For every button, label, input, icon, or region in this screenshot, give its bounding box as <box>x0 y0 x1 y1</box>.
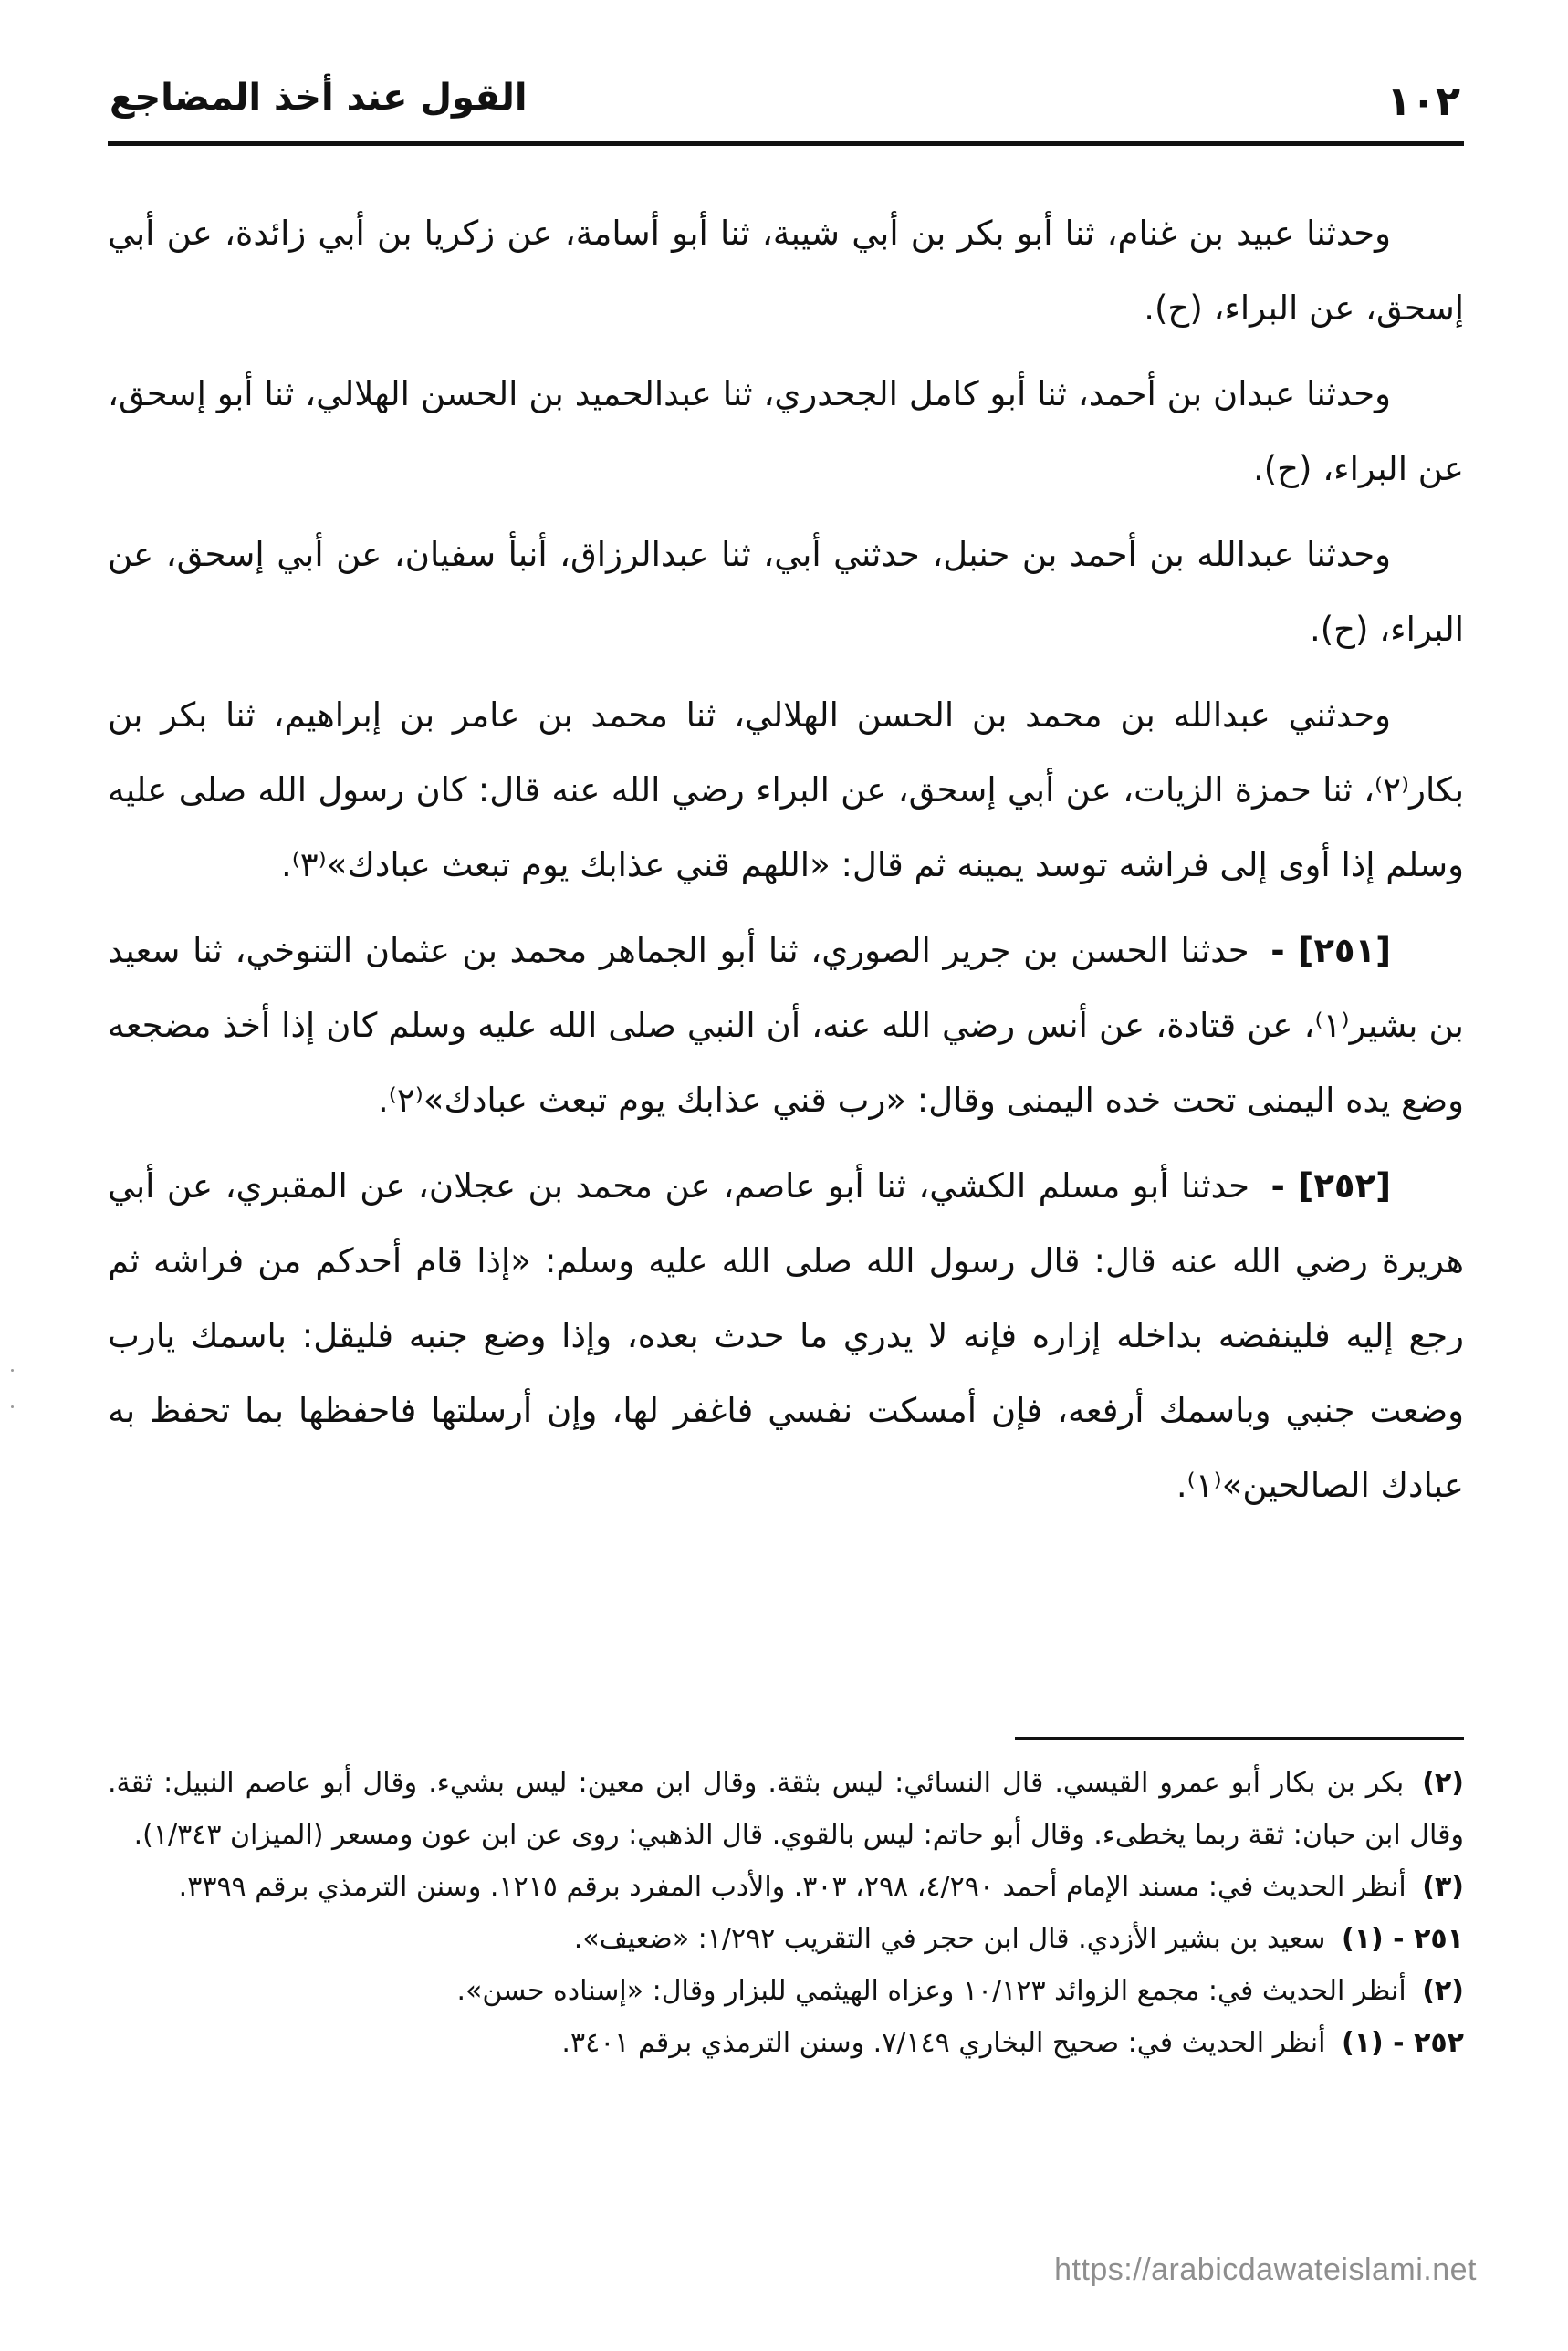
paragraph <box>108 196 1464 346</box>
footnote <box>108 1861 1464 1913</box>
paragraph <box>108 357 1464 507</box>
paragraph-text: وحدثني عبدالله بن محمد بن الحسن الهلالي، ثنا محمد بن عامر بن إبراهيم، ثنا بكر بن بكار⁽٢⁾، ثنا حمزة الزيات، عن أبي إسحق، عن البراء رضي الله عنه قال: كان رسول الله صلى عليه وسلم إذا أوى إلى فراشه توسد يمينه ثم قال: «اللهم قني عذابك يوم تبعث عبادك»⁽٣⁾. <box>108 695 1464 884</box>
hadith-251 <box>108 914 1464 1138</box>
footnote-text: أنظر الحديث في: صحيح البخاري ٧/١٤٩. وسنن الترمذي برقم ٣٤٠١. <box>561 2027 1326 2059</box>
footnote-marker: ٢٥٢ - (١) <box>1341 2027 1464 2059</box>
paragraph-text: وحدثنا عبدان بن أحمد، ثنا أبو كامل الجحدري، ثنا عبدالحميد بن الحسن الهلالي، ثنا أبو إسحق، عن البراء، (ح). <box>108 374 1464 488</box>
footnote <box>108 1757 1464 1861</box>
paragraph-text: حدثنا أبو مسلم الكشي، ثنا أبو عاصم، عن محمد بن عجلان، عن المقبري، عن أبي هريرة رضي الله عنه قال: قال رسول الله صلى الله عليه وسلم: «إذا قام أحدكم من فراشه ثم رجع إليه فلينفضه بداخله إزاره فإنه لا يدري ما حدث بعده، وإذا وضع جنبه فليقل: باسمك يارب وضعت جنبي وباسمك أرفعه، فإن أمسكت نفسي فاغفر لها، وإن أرسلتها فاحفظها بما تحفظ به عبادك الصالحين»⁽١⁾. <box>108 1166 1464 1505</box>
scan-speck <box>11 1405 14 1408</box>
paragraph <box>108 517 1464 667</box>
scan-speck <box>11 1369 14 1372</box>
footnote-text: بكر بن بكار أبو عمرو القيسي. قال النسائي: ليس بثقة. وقال ابن معين: ليس بشيء. وقال أبو عاصم النبيل: ثقة. وقال ابن حبان: ثقة ربما يخطىء. وقال أبو حاتم: ليس بالقوي. قال الذهبي: روى عن ابن عون ومسعر (الميزان ١/٣٤٣). <box>108 1767 1464 1851</box>
hadith-number: [٢٥١] - <box>1270 931 1391 970</box>
paragraph-text: حدثنا الحسن بن جرير الصوري، ثنا أبو الجماهر محمد بن عثمان التنوخي، ثنا سعيد بن بشير⁽١⁾، عن قتادة، عن أنس رضي الله عنه، أن النبي صلى الله عليه وسلم كان إذا أخذ مضجعه وضع يده اليمنى تحت خده اليمنى وقال: «رب قني عذابك يوم تبعث عبادك»⁽٢⁾. <box>108 931 1464 1120</box>
footnote-text: أنظر الحديث في: مسند الإمام أحمد ٤/٢٩٠، ٢٩٨، ٣٠٣. والأدب المفرد برقم ١٢١٥. وسنن الترمذي برقم ٣٣٩٩. <box>178 1871 1406 1903</box>
hadith-number: [٢٥٢] - <box>1270 1166 1391 1206</box>
running-title: القول عند أخذ المضاجع <box>110 77 528 119</box>
main-text <box>108 196 1464 1534</box>
paragraph-text: وحدثنا عبيد بن غنام، ثنا أبو بكر بن أبي شيبة، ثنا أبو أسامة، عن زكريا بن أبي زائدة، عن أبي إسحق، عن البراء، (ح). <box>108 214 1464 328</box>
footnotes <box>108 1757 1464 2069</box>
footnote <box>108 1965 1464 2017</box>
running-header <box>110 71 1460 144</box>
page-number: ١٠٢ <box>1386 78 1460 125</box>
watermark-url: https://arabicdawateislami.net <box>1054 2252 1477 2287</box>
hadith-252 <box>108 1149 1464 1523</box>
footnote-text: سعيد بن بشير الأزدي. قال ابن حجر في التقريب ١/٢٩٢: «ضعيف». <box>573 1923 1326 1955</box>
paragraph-text: وحدثنا عبدالله بن أحمد بن حنبل، حدثني أبي، ثنا عبدالرزاق، أنبأ سفيان، عن أبي إسحق، عن البراء، (ح). <box>108 535 1464 649</box>
footnote-text: أنظر الحديث في: مجمع الزوائد ١٠/١٢٣ وعزاه الهيثمي للبزار وقال: «إسناده حسن». <box>456 1975 1406 2007</box>
footnote-rule <box>1015 1737 1464 1740</box>
footnote-marker: (٢) <box>1422 1767 1465 1799</box>
footnote <box>108 2017 1464 2069</box>
footnote-marker: (٢) <box>1422 1975 1464 2007</box>
footnote-marker: ٢٥١ - (١) <box>1341 1923 1464 1955</box>
paragraph <box>108 678 1464 903</box>
footnote <box>108 1913 1464 1965</box>
header-rule <box>108 141 1464 146</box>
footnote-marker: (٣) <box>1422 1871 1464 1903</box>
